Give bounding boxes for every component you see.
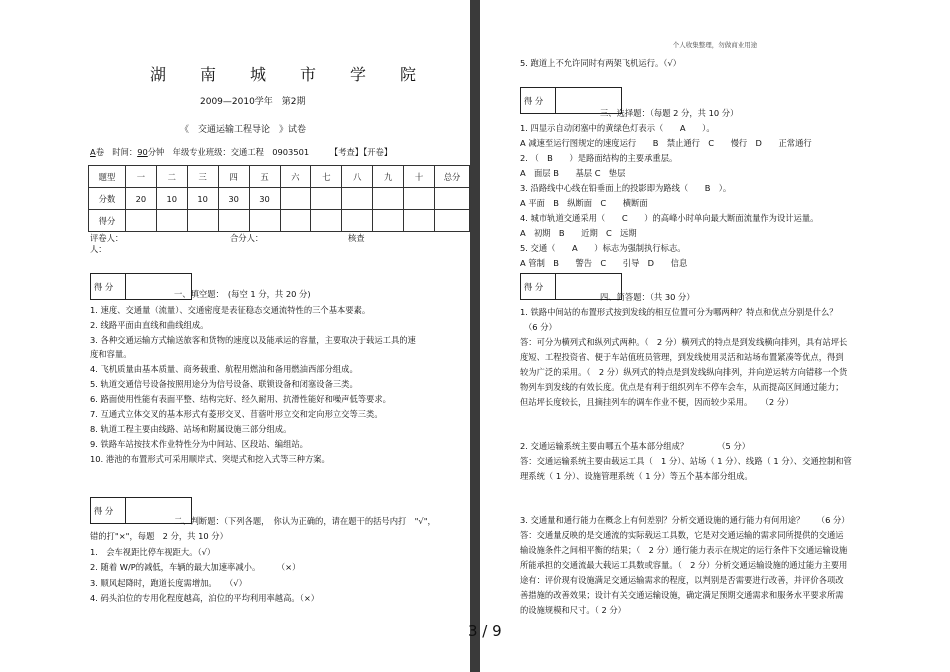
list-item: A 管制 B 警告 C 引导 D 信息 <box>520 258 688 268</box>
answer-line: 较为广泛的采用。（ 2 分）纵列式的特点是到发线纵向排列，并向逆运转方向错移一个货 <box>520 367 848 377</box>
table-cell <box>280 188 311 210</box>
list-item: 度和容量。 <box>90 349 132 359</box>
list-item: 5. 跑道上不允许同时有两架飞机运行。（√） <box>520 58 682 68</box>
header-note: 个人收集整理，勿做商业用途 <box>672 41 758 49</box>
table-cell <box>404 210 435 232</box>
table-cell: 得分 <box>89 210 126 232</box>
page-number: 3 / 9 <box>468 622 502 640</box>
academic-year: 2009—2010学年 第2期 <box>200 97 306 107</box>
table-cell: 四 <box>218 166 249 188</box>
table-cell: 六 <box>280 166 311 188</box>
section2-title: 二、判断题：（下列各题， 你认为正确的，请在题干的括号内打 "√"， <box>174 516 436 526</box>
list-item: 3. 沿路线中心线在铅垂面上的投影即为路线（ B ）。 <box>520 183 732 193</box>
table-cell <box>342 188 373 210</box>
table-cell <box>249 210 280 232</box>
question-1: 1. 铁路中间站的布置形式按到发线的相互位置可分为哪两种？特点和优点分别是什么？ <box>520 307 838 317</box>
answer-line: 但站坪长度较长，且摘挂列车的调车作业不便，因而较少采用。 （2 分） <box>520 397 794 407</box>
table-cell: 30 <box>218 188 249 210</box>
question-1-score: （6 分） <box>524 322 557 332</box>
score-box-label: 得 分 <box>94 506 114 516</box>
table-cell: 九 <box>373 166 404 188</box>
duration: 90 <box>137 147 148 157</box>
score-box-label: 得 分 <box>524 96 544 106</box>
question-3: 3. 交通量和通行能力在概念上有何差别？分析交通设施的通行能力有何用途？ （6 分） <box>520 515 850 525</box>
table-cell: 二 <box>156 166 187 188</box>
class-info: 分钟 年级专业班级：交通工程 0903501 <box>147 147 310 157</box>
answer-line: 物列车到发线的有效长度。优点是有利于组织列车不停车会车，从而提高区间通过能力； <box>520 382 844 392</box>
table-cell <box>156 210 187 232</box>
answer-line: 途有：评价现有设施满足交通运输需求的程度，以判别是否需要进行改善，并评价各项改 <box>520 575 844 585</box>
list-item: 2. （ B ）是路面结构的主要承重层。 <box>520 153 678 163</box>
table-cell: 十 <box>404 166 435 188</box>
list-item: 2. 线路平面由直线和曲线组成。 <box>90 320 209 330</box>
list-item: 1. 四显示自动闭塞中的黄绿色灯表示（ A ）。 <box>520 123 715 133</box>
table-cell: 20 <box>125 188 156 210</box>
table-cell: 10 <box>187 188 218 210</box>
list-item: 7. 互通式立体交叉的基本形式有菱形交叉、苜蓿叶形立交和定向形立交等三类。 <box>90 409 383 419</box>
section3-title: 三、选择题：（每题 2 分，共 10 分） <box>600 108 739 118</box>
paper-type: A <box>90 147 96 157</box>
table-cell <box>373 210 404 232</box>
left-page <box>0 0 470 672</box>
verifier-label: 合分人： <box>230 233 264 243</box>
exam-title: 《 交通运输工程导论 》试卷 <box>180 125 307 135</box>
answer-line: 输设施条件之间相平衡的结果；（ 2 分）通行能力表示在规定的运行条件下交通运输设施 <box>520 545 848 555</box>
right-page <box>480 0 950 672</box>
list-item: 9. 铁路车站按技术作业特性分为中间站、区段站、编组站。 <box>90 439 308 449</box>
list-item: 4. 飞机质量由基本质量、商务载重、航程用燃油和备用燃油西部分组成。 <box>90 364 358 374</box>
score-table <box>88 165 470 232</box>
table-cell <box>125 210 156 232</box>
table-cell <box>435 188 470 210</box>
table-cell: 七 <box>311 166 342 188</box>
table-cell <box>404 188 435 210</box>
reviewer-label: 核查 <box>348 233 365 243</box>
table-cell <box>280 210 311 232</box>
table-cell <box>218 210 249 232</box>
list-item: A 初期 B 近期 C 远期 <box>520 228 637 238</box>
answer-line: 答：可分为横列式和纵列式两种。（ 2 分）横列式的特点是到发线横向排列，具有站坪长 <box>520 337 848 347</box>
table-cell <box>435 210 470 232</box>
list-item: 3. 各种交通运输方式输送旅客和货物的速度以及能承运的容量，主要取决于载运工具的速 <box>90 335 416 345</box>
list-item: 8. 轨道工程主要由线路、站场和附属设施三部分组成。 <box>90 424 292 434</box>
exam-tags: 【考查】【开卷】 <box>334 147 393 157</box>
paper-suffix: 卷 时间： <box>95 147 138 157</box>
list-item: 5. 交通（ A ）标志为强制执行标志。 <box>520 243 686 253</box>
question-2: 2. 交通运输系统主要由哪五个基本部分组成？ （5 分） <box>520 441 751 451</box>
table-cell: 题型 <box>89 166 126 188</box>
answer-line: 答：交通运输系统主要由载运工具（ 1 分）、站场（ 1 分）、线路（ 1 分）、交通控制和管 <box>520 456 852 466</box>
scorer-label: 评卷人： <box>90 233 124 243</box>
answer-line: 善措施的改善效果；设计有关交通运输设施，确定满足预期交通需求和服务水平要求所需 <box>520 590 844 600</box>
section2-title-cont: 错的打"×"，每题 2 分，共 10 分） <box>90 531 228 541</box>
table-cell: 10 <box>156 188 187 210</box>
table-cell <box>373 188 404 210</box>
table-cell: 分数 <box>89 188 126 210</box>
table-cell: 总分 <box>435 166 470 188</box>
list-item: 1. 速度、交通量（流量）、交通密度是表征稳态交通流特性的三个基本要素。 <box>90 305 371 315</box>
answer-line: 所能承担的交通流最大载运工具数或容量。（ 2 分）分析交通运输设施的通过能力主要用 <box>520 560 848 570</box>
list-item: 5. 轨道交通信号设备按照用途分为信号设备、联锁设备和闭塞设备三类。 <box>90 379 358 389</box>
table-cell: 三 <box>187 166 218 188</box>
person-label: 人： <box>90 244 107 254</box>
score-table-row <box>89 210 470 232</box>
score-box-label: 得 分 <box>524 282 544 292</box>
list-item: 6. 路面使用性能有表面平整、结构完好、经久耐用、抗滑性能好和噪声低等要求。 <box>90 394 391 404</box>
list-item: A 减速至运行图规定的速度运行 B 禁止通行 C 慢行 D 正常通行 <box>520 138 812 148</box>
answer-line: 度短、工程投资省、便于车站值班员管理，到发线使用灵活和站场布置紧凑等优点，得到 <box>520 352 844 362</box>
score-box-label: 得 分 <box>94 282 114 292</box>
table-cell <box>311 210 342 232</box>
section4-title: 四、简答题：（共 30 分） <box>600 292 695 302</box>
list-item: 4. 码头泊位的专用化程度越高，泊位的平均利用率越高。（×） <box>90 593 320 603</box>
list-item: 10. 港池的布置形式可采用顺岸式、突堤式和挖入式等三种方案。 <box>90 454 330 464</box>
table-cell: 八 <box>342 166 373 188</box>
list-item: 1. 会车视距比停车视距大。（√） <box>90 547 216 557</box>
answer-line: 答：交通量反映的是交通流的实际载运工具数，它是对交通运输的需求同所提供的交通运 <box>520 530 844 540</box>
answer-line: 理系统（ 1 分）、设施管理系统（ 1 分）等五个基本部分组成。 <box>520 471 753 481</box>
section1-title: 一、填空题： (每空 1 分，共 20 分) <box>174 289 311 299</box>
answer-line: 的设施规模和尺寸。（ 2 分） <box>520 605 626 615</box>
list-item: A 平面 B 纵断面 C 横断面 <box>520 198 648 208</box>
list-item: 4. 城市轨道交通采用（ C ）的高峰小时单向最大断面流量作为设计运量。 <box>520 213 819 223</box>
exam-meta <box>90 146 392 158</box>
table-cell <box>187 210 218 232</box>
table-cell <box>342 210 373 232</box>
table-cell: 五 <box>249 166 280 188</box>
list-item: 2. 随着 W/P的减低，车辆的最大加速率减小。 （×） <box>90 562 301 572</box>
table-cell: 一 <box>125 166 156 188</box>
list-item: 3. 顺风起降时，跑道长度需增加。 （√） <box>90 578 247 588</box>
score-table-header <box>89 166 470 188</box>
score-table-row <box>89 188 470 210</box>
table-cell: 30 <box>249 188 280 210</box>
school-name: 湖南城市学院 <box>150 65 451 84</box>
list-item: A 面层 B 基层 C 垫层 <box>520 168 626 178</box>
table-cell <box>311 188 342 210</box>
